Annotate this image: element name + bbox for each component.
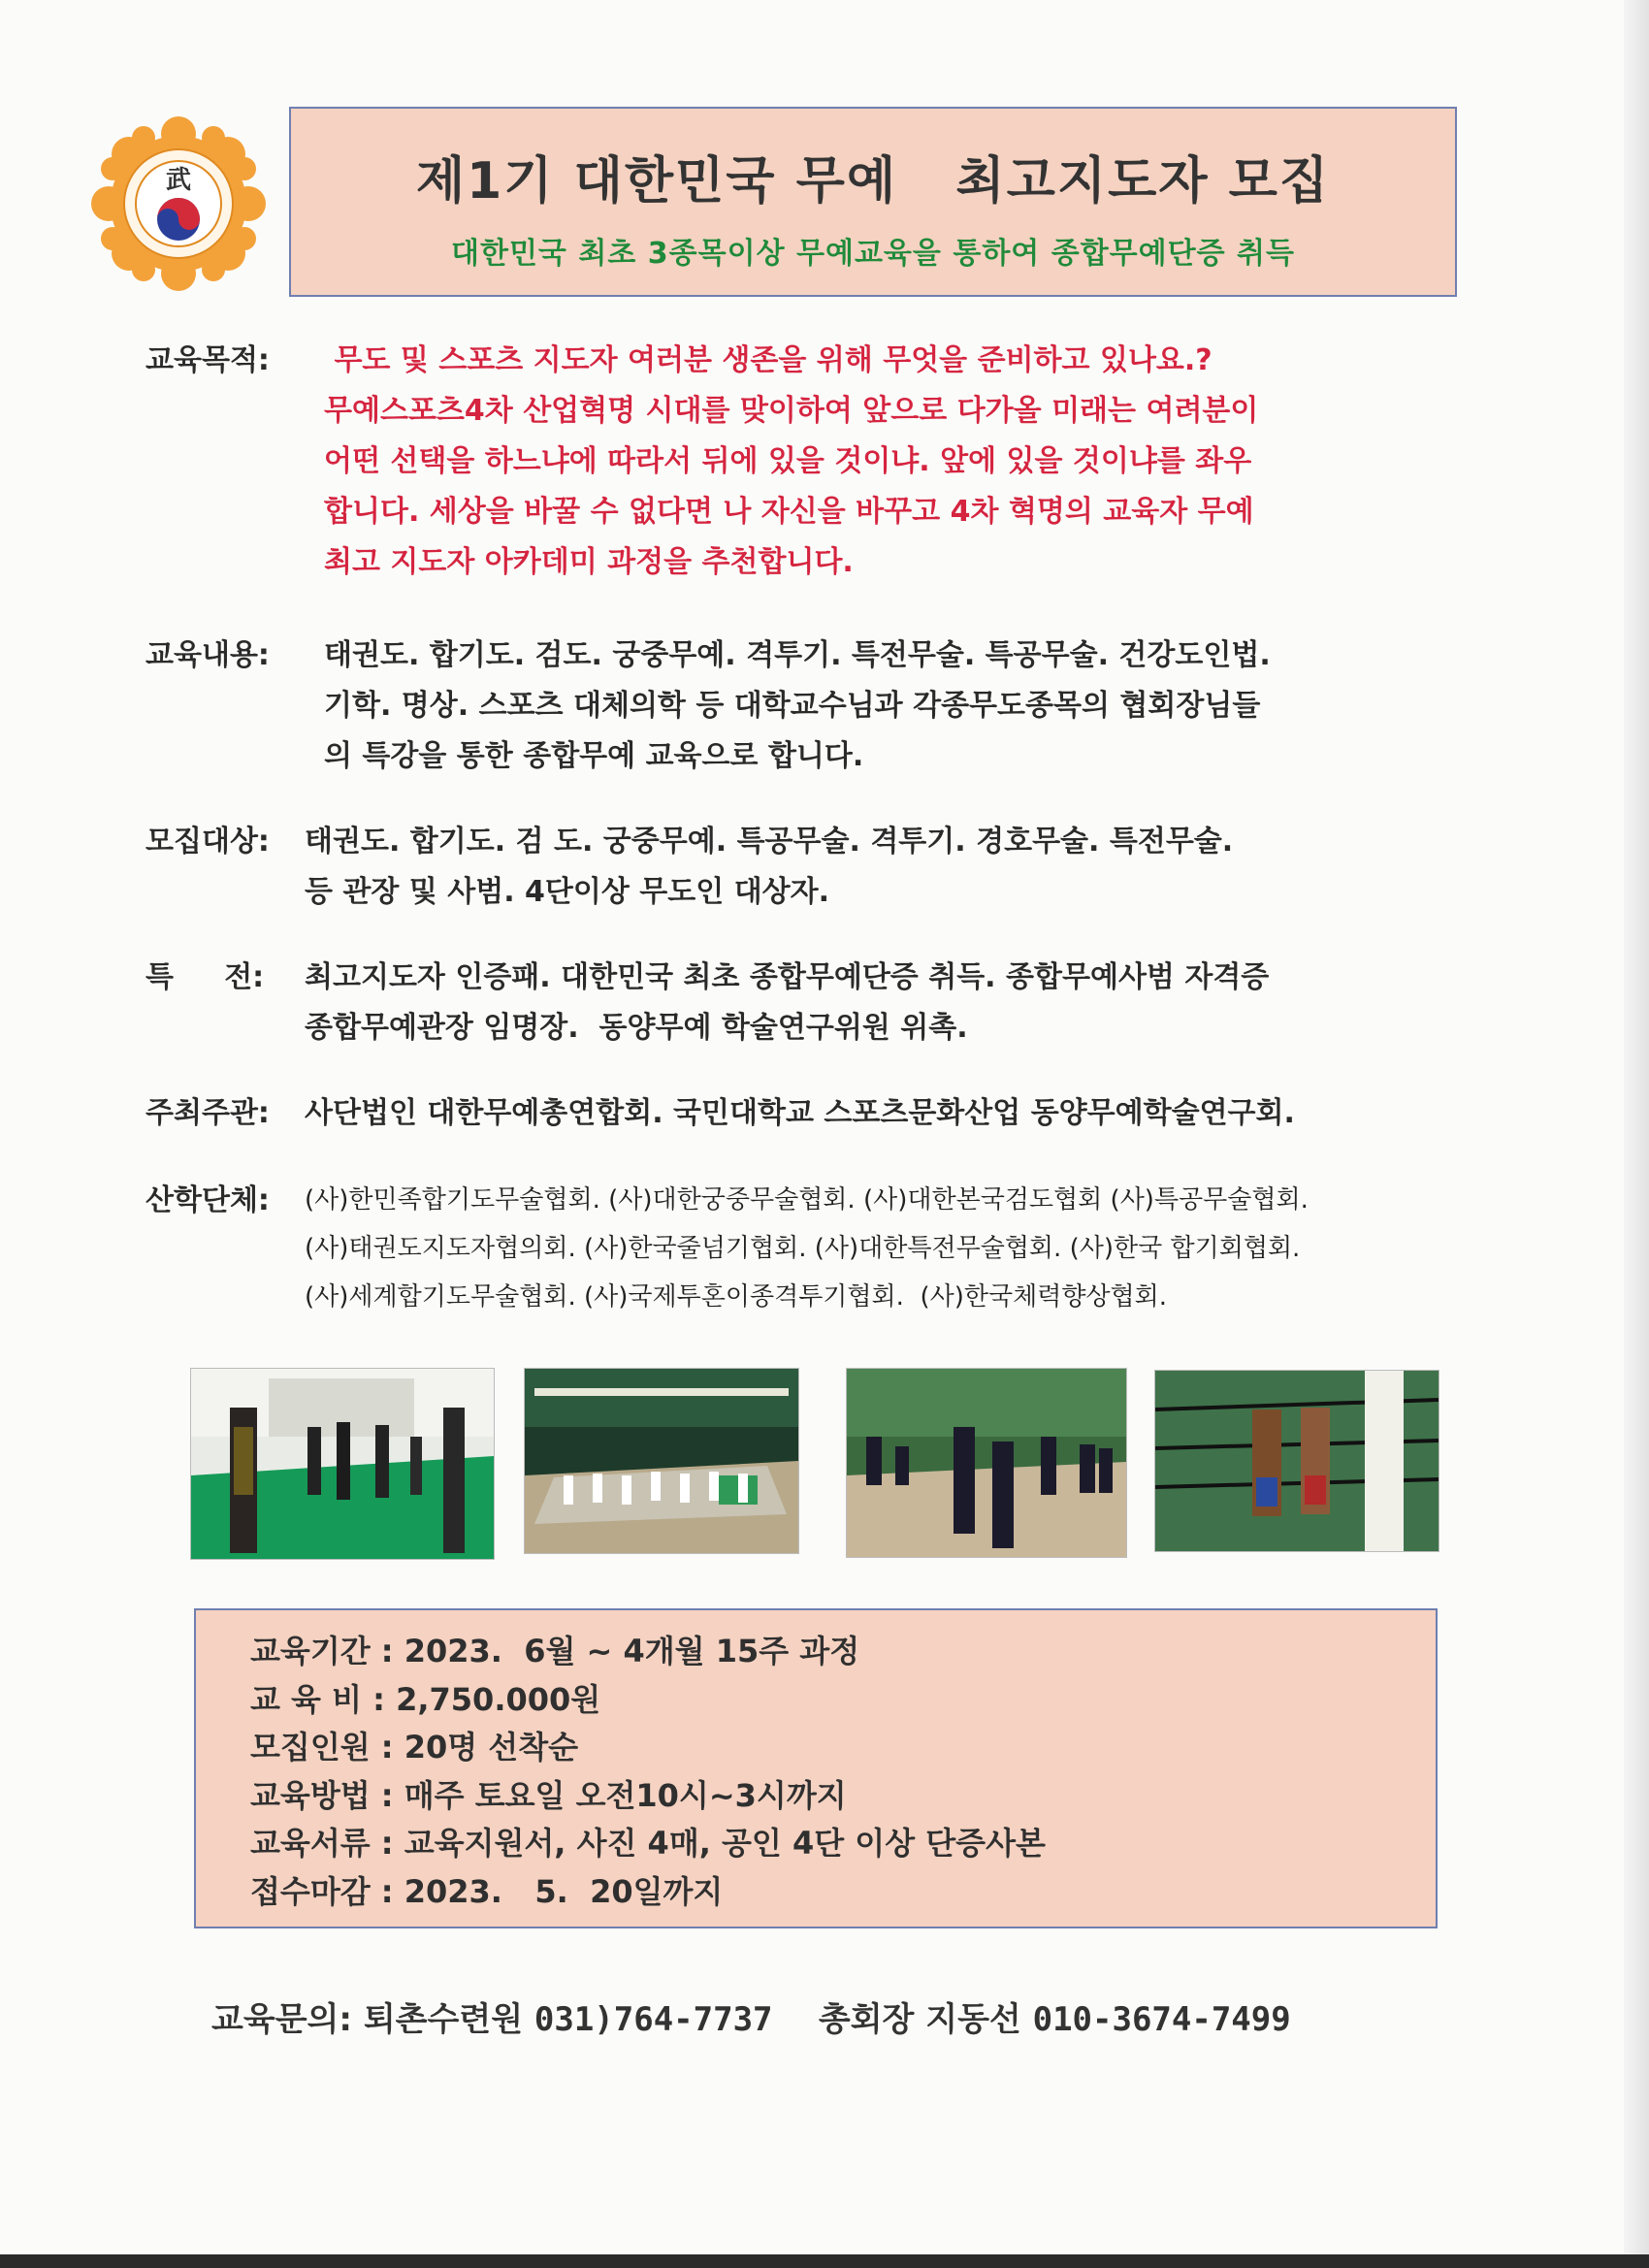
info-row-method: 교육방법 : 매주 토요일 오전10시~3시까지 (250, 1776, 847, 1814)
info-row-fee: 교 육 비 : 2,750.000원 (250, 1680, 601, 1718)
text-line: 종합무예관장 임명장. 동양무예 학술연구위원 위촉. (305, 1011, 968, 1045)
section-host (146, 1088, 1455, 1139)
photo-strip (0, 1368, 1649, 1552)
text-line: (사)세계합기도무술협회. (사)국제투혼이종격투기협회. (사)한국체력향상협회. (305, 1282, 1168, 1312)
info-row-capacity: 모집인원 : 20명 선착순 (250, 1729, 579, 1766)
text-line: 태권도. 합기도. 검도. 궁중무예. 격투기. 특전무술. 특공무술. 건강도인법. (324, 638, 1271, 672)
text-line: 합니다. 세상을 바꿀 수 없다면 나 자신을 바꾸고 4차 혁명의 교육자 무예 (324, 495, 1254, 529)
text-line: 등 관장 및 사범. 4단이상 무도인 대상자. (305, 875, 830, 909)
section-content (146, 631, 1455, 786)
section-body (305, 817, 1455, 918)
text-line: 무예스포츠4차 산업혁명 시대를 맞이하여 앞으로 다가올 미래는 여려분이 (324, 394, 1259, 428)
page-subtitle: 대한민국 최초 3종목이상 무예교육을 통하여 종합무예단증 취득 (450, 237, 1296, 271)
info-row-documents: 교육서류 : 교육지원서, 사진 4매, 공인 4단 이상 단증사본 (250, 1825, 1046, 1862)
section-body (305, 1176, 1455, 1321)
text-line: 어떤 선택을 하느냐에 따라서 뒤에 있을 것이냐. 앞에 있을 것이냐를 좌우 (324, 444, 1252, 478)
section-benefit (146, 953, 1455, 1059)
photo-kendo-match (846, 1368, 1127, 1558)
contact-place: 퇴촌수련원 (363, 2000, 534, 2039)
contact-president-phone: 010-3674-7499 (1032, 2000, 1291, 2039)
section-label: 교육목적: (146, 343, 270, 377)
contact-line (211, 1993, 1291, 2040)
text-line: 최고지도자 인증패. 대한민국 최초 종합무예단증 취득. 종합무예사범 자격증 (305, 960, 1270, 994)
photo-taekwondo-demo (524, 1368, 799, 1554)
section-body (305, 953, 1455, 1053)
photo-dojang-training (190, 1368, 495, 1560)
scan-border (0, 2254, 1649, 2268)
section-label: 모집대상: (146, 825, 270, 859)
text-line: 기학. 명상. 스포츠 대체의학 등 대학교수님과 각종무도종목의 협회장님들 (324, 689, 1261, 723)
course-info-box (194, 1608, 1438, 1928)
info-row-period: 교육기간 : 2023. 6월 ~ 4개월 15주 과정 (250, 1633, 860, 1669)
section-target (146, 817, 1455, 923)
section-body (324, 336, 1455, 588)
text-line: 무도 및 스포츠 지도자 여러분 생존을 위해 무엇을 준비하고 있나요.? (324, 343, 1212, 377)
paper-edge (1624, 0, 1649, 2268)
text-line: (사)한민족합기도무술협회. (사)대한궁중무술협회. (사)대한본국검도협회 (사)특공무술협회. (305, 1185, 1309, 1215)
section-body (324, 631, 1455, 782)
section-body (305, 1088, 1455, 1139)
page-title: 제1기 대한민국 무예 최고지도자 모집 (415, 152, 1331, 211)
section-purpose (146, 336, 1455, 598)
emblem-glyph: 武 (165, 166, 192, 195)
section-label: 주최주관: (146, 1096, 270, 1130)
photo-kickboxing-ring (1154, 1370, 1439, 1552)
association-emblem-logo (89, 114, 268, 293)
course-info-list (250, 1628, 1046, 1916)
section-label: 산학단체: (146, 1183, 270, 1217)
section-label: 교육내용: (146, 638, 270, 672)
info-row-deadline: 접수마감 : 2023. 5. 20일까지 (250, 1872, 724, 1910)
section-partners (146, 1176, 1455, 1321)
text-line: 최고 지도자 아카데미 과정을 추천합니다. (324, 545, 854, 579)
text-line: (사)태권도지도자협의회. (사)한국줄넘기협회. (사)대한특전무술협회. (사)한국 합기회협회. (305, 1234, 1301, 1263)
text-line: 의 특강을 통한 종합무예 교육으로 합니다. (324, 739, 864, 773)
header-box (289, 107, 1457, 297)
contact-president: 총회장 지동선 (772, 2000, 1033, 2039)
text-line: 사단법인 대한무예총연합회. 국민대학교 스포츠문화산업 동양무예학술연구회. (305, 1096, 1295, 1130)
text-line: 태권도. 합기도. 검 도. 궁중무예. 특공무술. 격투기. 경호무술. 특전무술. (305, 825, 1234, 859)
contact-place-phone: 031)764-7737 (534, 2000, 773, 2039)
contact-label: 교육문의: (211, 2000, 364, 2039)
section-label: 특 전: (146, 960, 265, 994)
